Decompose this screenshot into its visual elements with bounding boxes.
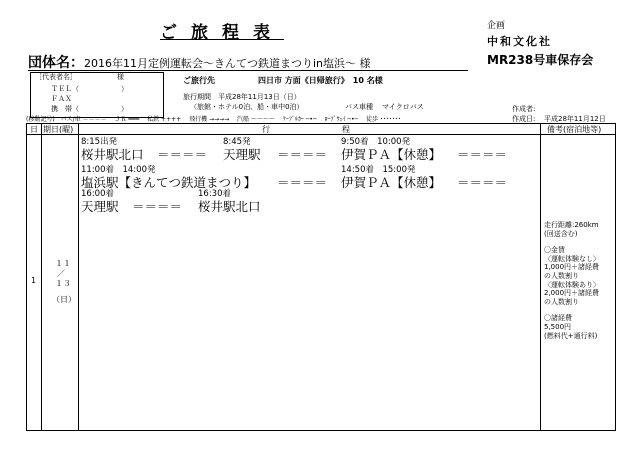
- remark-line: の人数割り: [544, 271, 579, 280]
- transport-bus: ＝＝＝＝: [157, 147, 208, 162]
- remarks-cell: [544, 221, 600, 340]
- date-slash: ／: [57, 269, 65, 278]
- legend-label: (移動記号): [26, 116, 55, 123]
- itinerary-place: 桜井駅北口: [198, 199, 261, 214]
- legend-item: ｹｰﾌﾞﾙｶｰ ─•─: [282, 116, 317, 123]
- representative-box: [30, 72, 164, 118]
- remark-line: 〇諸経費: [544, 314, 572, 323]
- itinerary-time: 8:45発: [223, 137, 251, 147]
- transport-bus: ＝＝＝＝: [457, 175, 508, 190]
- owner-name: MR238号車保存会: [487, 53, 594, 67]
- itinerary-time: 16:30着: [198, 189, 231, 199]
- transport-legend: [26, 114, 401, 123]
- bus-label: バス車種: [345, 103, 373, 111]
- legend-item: 汽船 ～～～～: [237, 116, 275, 123]
- legend-item: 徒歩 ･･･････: [366, 116, 401, 123]
- itinerary-time: 8:15出発: [81, 137, 118, 147]
- column-divider: [78, 124, 79, 430]
- created-label: 作成日:: [512, 115, 536, 123]
- itinerary-place: 天理駅: [223, 147, 261, 162]
- transport-bus: ＝＝＝＝: [132, 199, 183, 214]
- rep-label: ［代表者名］: [35, 73, 77, 81]
- group-label: 団体名：: [28, 55, 84, 71]
- remark-line: 5,500円: [544, 322, 572, 331]
- group-name: 2016年11月定例運転会～きんてつ鉄道まつりin塩浜～ 様: [84, 57, 371, 70]
- itinerary-place: 桜井駅北口: [81, 147, 144, 162]
- planner-label: 企画: [487, 21, 506, 31]
- group-name-line: [28, 52, 371, 72]
- trip-period: 旅行期間 平成28年11月13日（日）: [183, 93, 301, 101]
- remark-line: 走行距離:260km: [544, 221, 599, 229]
- created-date: 平成28年11月12日: [544, 115, 606, 123]
- itinerary-place: 伊賀ＰＡ【休憩】: [341, 147, 442, 162]
- itinerary-place: 天理駅: [81, 199, 119, 214]
- destination: 四日市 方面《日帰旅行》 10 名様: [258, 76, 383, 85]
- transport-bus: ＝＝＝＝: [277, 147, 328, 162]
- author-label: 作成者:: [512, 105, 536, 113]
- legend-item: ﾛｰﾌﾟｳｪｲ ─•─: [324, 116, 359, 123]
- fax-field: ＦＡＸ: [51, 95, 72, 103]
- header-remarks: 備考(宿泊地等): [547, 125, 602, 134]
- tel-field: ＴＥＬ（ ）: [51, 85, 128, 93]
- transport-bus: ＝＝＝＝: [277, 175, 328, 190]
- itinerary-table: [26, 123, 616, 431]
- itinerary-place: 伊賀ＰＡ【休憩】: [341, 175, 442, 190]
- header-itinerary: 行 程: [262, 125, 350, 134]
- legend-item: 飛行機 →→→→: [189, 116, 230, 123]
- remark-line: 2,000円＋諸経費: [544, 289, 600, 298]
- date-weekday: （日）: [52, 295, 76, 304]
- lodging-info: （旅館・ホテル0泊、船・車中0泊）: [190, 103, 304, 111]
- bus-type: マイクロバス: [382, 103, 424, 111]
- itinerary-time: 11:00着 14:00発: [81, 165, 156, 175]
- legend-item: 私鉄 ++++: [147, 116, 182, 123]
- planner-name: 中和文化社: [487, 35, 552, 48]
- transport-bus: ＝＝＝＝: [457, 147, 508, 162]
- mobile-field: 携 帯（ ）: [51, 105, 128, 113]
- header-day: 日: [30, 125, 38, 134]
- itinerary-place: 塩浜駅【きんてつ鉄道まつり】: [81, 175, 257, 190]
- remark-line: [544, 238, 600, 246]
- header-date: 期日(曜): [43, 125, 74, 134]
- itinerary-time: 9:50着 10:00発: [341, 137, 411, 147]
- day-number: 1: [31, 276, 37, 285]
- destination-label: ご旅行先: [183, 76, 215, 85]
- rep-suffix: 様: [117, 73, 124, 81]
- remark-line: 〈運転体験なし〉: [544, 254, 600, 263]
- date-day: １３: [55, 279, 71, 288]
- remark-line: 1,000円＋諸経費: [544, 263, 600, 272]
- legend-item: バス/車 ＝＝＝＝: [60, 116, 107, 123]
- remark-line: 〇金賃: [544, 246, 565, 255]
- date-month: １１: [55, 259, 71, 268]
- legend-item: ＪＲ ━━━: [114, 116, 140, 123]
- group-underline: [28, 70, 468, 71]
- remark-line: (燃料代+通行料): [544, 331, 598, 340]
- remark-line: の人数割り: [544, 297, 579, 306]
- itinerary-time: 16:00着: [81, 189, 114, 199]
- column-divider: [41, 124, 42, 430]
- remark-line: 〈運転体験あり〉: [544, 280, 600, 289]
- itinerary-time: 14:50着 15:00発: [341, 165, 416, 175]
- remark-line: (回送含む): [544, 229, 578, 238]
- page-title: ご旅程表: [160, 23, 284, 43]
- column-divider: [540, 124, 541, 430]
